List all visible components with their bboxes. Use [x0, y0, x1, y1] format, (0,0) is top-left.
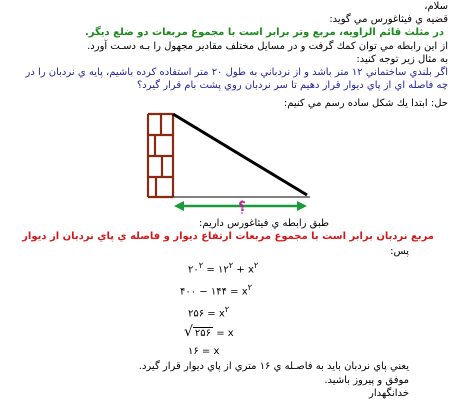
sqrt-symbol: √: [184, 324, 193, 340]
ladder-line: [173, 114, 307, 195]
brick-wall: [148, 114, 173, 197]
usage-line: از اين رابطه مي توان كمك گرفت و در مسايل مختلف مقادير مجهول را بـه دسـت آورد.: [87, 41, 448, 52]
problem-line-1: اگر بلندي ساختماني ۱۲ متر باشد و از نردباني به طول ۲۰ متر استفاده كرده باشيم، پايه ي نردبان را در: [25, 67, 448, 78]
equation-1: $۲۰^۲$ = $۱۲^۲ + x^۲$: [188, 260, 259, 276]
ladder-diagram: [0, 108, 454, 218]
distance-unknown-label: ؟: [238, 200, 246, 215]
closing-wish: موفق و پيروز باشيد.: [324, 375, 409, 386]
relation-statement: مربع نردبان برابر است با مجموع مربعات ارتفاع ديوار و فاصله ي پاي نردبان از ديوار: [22, 231, 434, 242]
pythagoras-relation-line: طبق رابطه ي فيثاغورس داريم:: [199, 218, 329, 229]
equation-5: ۱۶ = x: [188, 346, 220, 357]
intro-line: قضيه ي فيثاغورس مي گويد:: [329, 14, 448, 25]
equation-2: ۴۰۰ − ۱۴۴ = $x^۲$: [180, 282, 253, 298]
solution-heading: حل: ابتدا يك شكل ساده رسم مي كنيم:: [283, 98, 448, 109]
problem-line-2: چه فاصله اي از پاي ديوار قرار دهيم تا سر نردبان روي پشت بام قرار گيرد؟: [136, 80, 448, 91]
farewell: خدانگهدار: [369, 388, 409, 399]
theorem-statement: در مثلث قائم الزاويه، مربع وتر برابر است با مجموع مربعات دو ضلع ديگر.: [84, 27, 444, 38]
therefore-label: پس:: [390, 246, 409, 257]
question-marker: [238, 200, 246, 215]
answer-line: يعني پاي نردبان بايد به فاصـله ي ۱۶ متري از پاي ديوار قرار گيرد.: [138, 361, 409, 372]
equation-4: √ ۲۵۶ = x: [184, 324, 234, 340]
greeting: سلام،: [424, 1, 448, 12]
example-heading: به مثال زير توجه كنيد:: [356, 54, 448, 65]
equation-3: ۲۵۶ = $x^۲$: [188, 304, 230, 320]
